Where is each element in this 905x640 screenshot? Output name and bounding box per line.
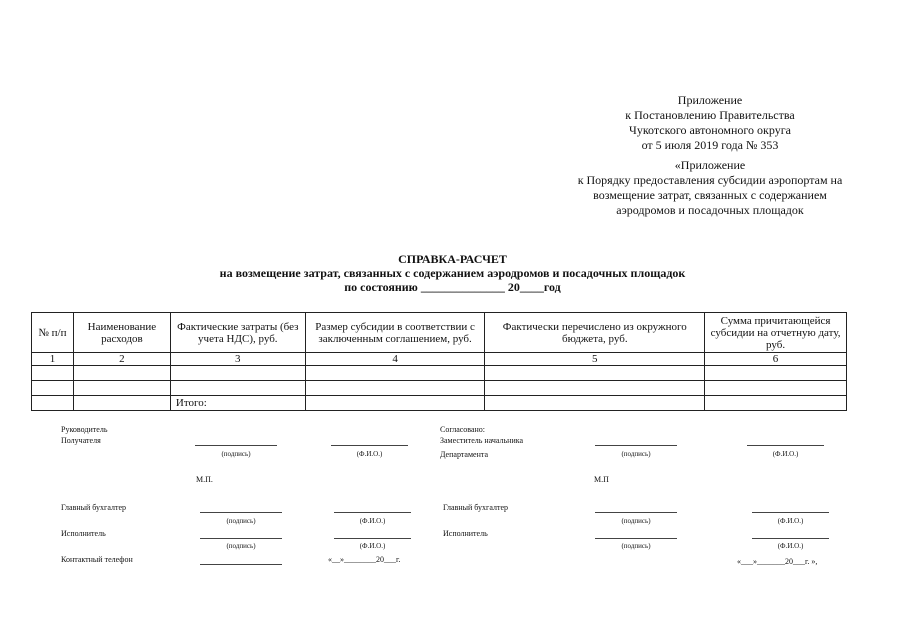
right-deputy-sign-line[interactable]: [595, 445, 677, 446]
number-cell: 1: [32, 353, 74, 366]
table-cell[interactable]: [170, 381, 305, 396]
left-phone-label: Контактный телефон: [61, 555, 133, 564]
right-department-label: Департамента: [440, 450, 489, 459]
right-accountant-fio-caption: (Ф.И.О.): [777, 517, 804, 525]
appendix-line-6: к Порядку предоставления субсидии аэропортам на: [577, 173, 843, 187]
left-executor-sign-line[interactable]: [200, 538, 282, 539]
table-cell[interactable]: [705, 396, 847, 411]
document-title: [100, 252, 805, 294]
left-head-fio-line[interactable]: [331, 445, 408, 446]
right-date-field[interactable]: «___»_______20___г. »,: [737, 557, 818, 566]
table-cell[interactable]: [73, 396, 170, 411]
right-executor-sign-line[interactable]: [595, 538, 677, 539]
title-line-1: СПРАВКА-РАСЧЕТ: [398, 252, 507, 266]
left-accountant-fio-caption: (Ф.И.О.): [359, 517, 386, 525]
table-row: [32, 366, 847, 381]
appendix-line-4: от 5 июля 2019 года № 353: [641, 138, 779, 152]
left-executor-fio-caption: (Ф.И.О.): [359, 542, 386, 550]
table-total-row: [32, 396, 847, 411]
right-accountant-sign-line[interactable]: [595, 512, 677, 513]
appendix-line-7: возмещение затрат, связанных с содержанием: [593, 188, 827, 202]
number-cell: 6: [705, 353, 847, 366]
left-stamp-place: М.П.: [196, 475, 213, 484]
right-deputy-fio-line[interactable]: [747, 445, 824, 446]
table-cell[interactable]: [305, 381, 485, 396]
left-head-label-2: Получателя: [61, 436, 101, 445]
left-executor-sign-caption: (подпись): [226, 542, 256, 550]
left-head-sign-caption: (подпись): [221, 450, 251, 458]
number-cell: 5: [485, 353, 705, 366]
calculation-table: [31, 312, 847, 411]
header-cell: Размер субсидии в соответствии с заключенным соглашением, руб.: [305, 313, 485, 353]
right-executor-sign-caption: (подпись): [621, 542, 651, 550]
table-cell[interactable]: [170, 366, 305, 381]
table-cell[interactable]: [32, 366, 74, 381]
left-executor-fio-line[interactable]: [334, 538, 411, 539]
right-deputy-fio-caption: (Ф.И.О.): [772, 450, 799, 458]
header-cell: Фактически перечислено из окружного бюджета, руб.: [485, 313, 705, 353]
table-row: [32, 381, 847, 396]
appendix-line-8: аэродромов и посадочных площадок: [616, 203, 804, 217]
table-number-row: [32, 353, 847, 366]
table-cell[interactable]: [485, 366, 705, 381]
table-cell[interactable]: [485, 396, 705, 411]
table-header-row: [32, 313, 847, 353]
right-deputy-label: Заместитель начальника: [440, 436, 524, 445]
right-accountant-label: Главный бухгалтер: [443, 503, 508, 512]
appendix-line-2: к Постановлению Правительства: [625, 108, 795, 122]
table-cell[interactable]: [73, 366, 170, 381]
left-accountant-sign-line[interactable]: [200, 512, 282, 513]
appendix-line-3: Чукотского автономного округа: [629, 123, 791, 137]
title-line-2: на возмещение затрат, связанных с содержанием аэродромов и посадочных площадок: [219, 266, 686, 280]
right-deputy-sign-caption: (подпись): [621, 450, 651, 458]
table-cell[interactable]: [32, 381, 74, 396]
header-cell: № п/п: [32, 313, 74, 353]
appendix-block: [560, 93, 860, 218]
title-line-3: по состоянию ______________ 20____год: [344, 280, 561, 294]
left-accountant-sign-caption: (подпись): [226, 517, 256, 525]
table-cell[interactable]: [485, 381, 705, 396]
table-cell[interactable]: [73, 381, 170, 396]
left-accountant-label: Главный бухгалтер: [61, 503, 126, 512]
left-accountant-fio-line[interactable]: [334, 512, 411, 513]
number-cell: 2: [73, 353, 170, 366]
header-cell: Наименование расходов: [73, 313, 170, 353]
number-cell: 4: [305, 353, 485, 366]
right-executor-fio-line[interactable]: [752, 538, 829, 539]
number-cell: 3: [170, 353, 305, 366]
table-cell[interactable]: [705, 366, 847, 381]
left-date-field[interactable]: «__»________20___г.: [328, 555, 401, 564]
header-cell: Фактические затраты (без учета НДС), руб.: [170, 313, 305, 353]
right-executor-label: Исполнитель: [443, 529, 488, 538]
left-head-fio-caption: (Ф.И.О.): [356, 450, 383, 458]
table-cell[interactable]: [305, 396, 485, 411]
table-cell[interactable]: [32, 396, 74, 411]
right-executor-fio-caption: (Ф.И.О.): [777, 542, 804, 550]
left-phone-line[interactable]: [200, 564, 282, 565]
right-stamp-place: М.П: [594, 475, 609, 484]
left-head-sign-line[interactable]: [195, 445, 277, 446]
right-agreed-label: Согласовано:: [440, 425, 486, 434]
right-accountant-sign-caption: (подпись): [621, 517, 651, 525]
header-cell: Сумма причитающейся субсидии на отчетную дату, руб.: [705, 313, 847, 353]
left-head-label-1: Руководитель: [61, 425, 108, 434]
appendix-line-1: Приложение: [677, 93, 743, 107]
total-label: Итого:: [170, 396, 305, 411]
right-accountant-fio-line[interactable]: [752, 512, 829, 513]
table-cell[interactable]: [305, 366, 485, 381]
appendix-line-5: «Приложение: [674, 158, 746, 172]
table-cell[interactable]: [705, 381, 847, 396]
left-executor-label: Исполнитель: [61, 529, 106, 538]
